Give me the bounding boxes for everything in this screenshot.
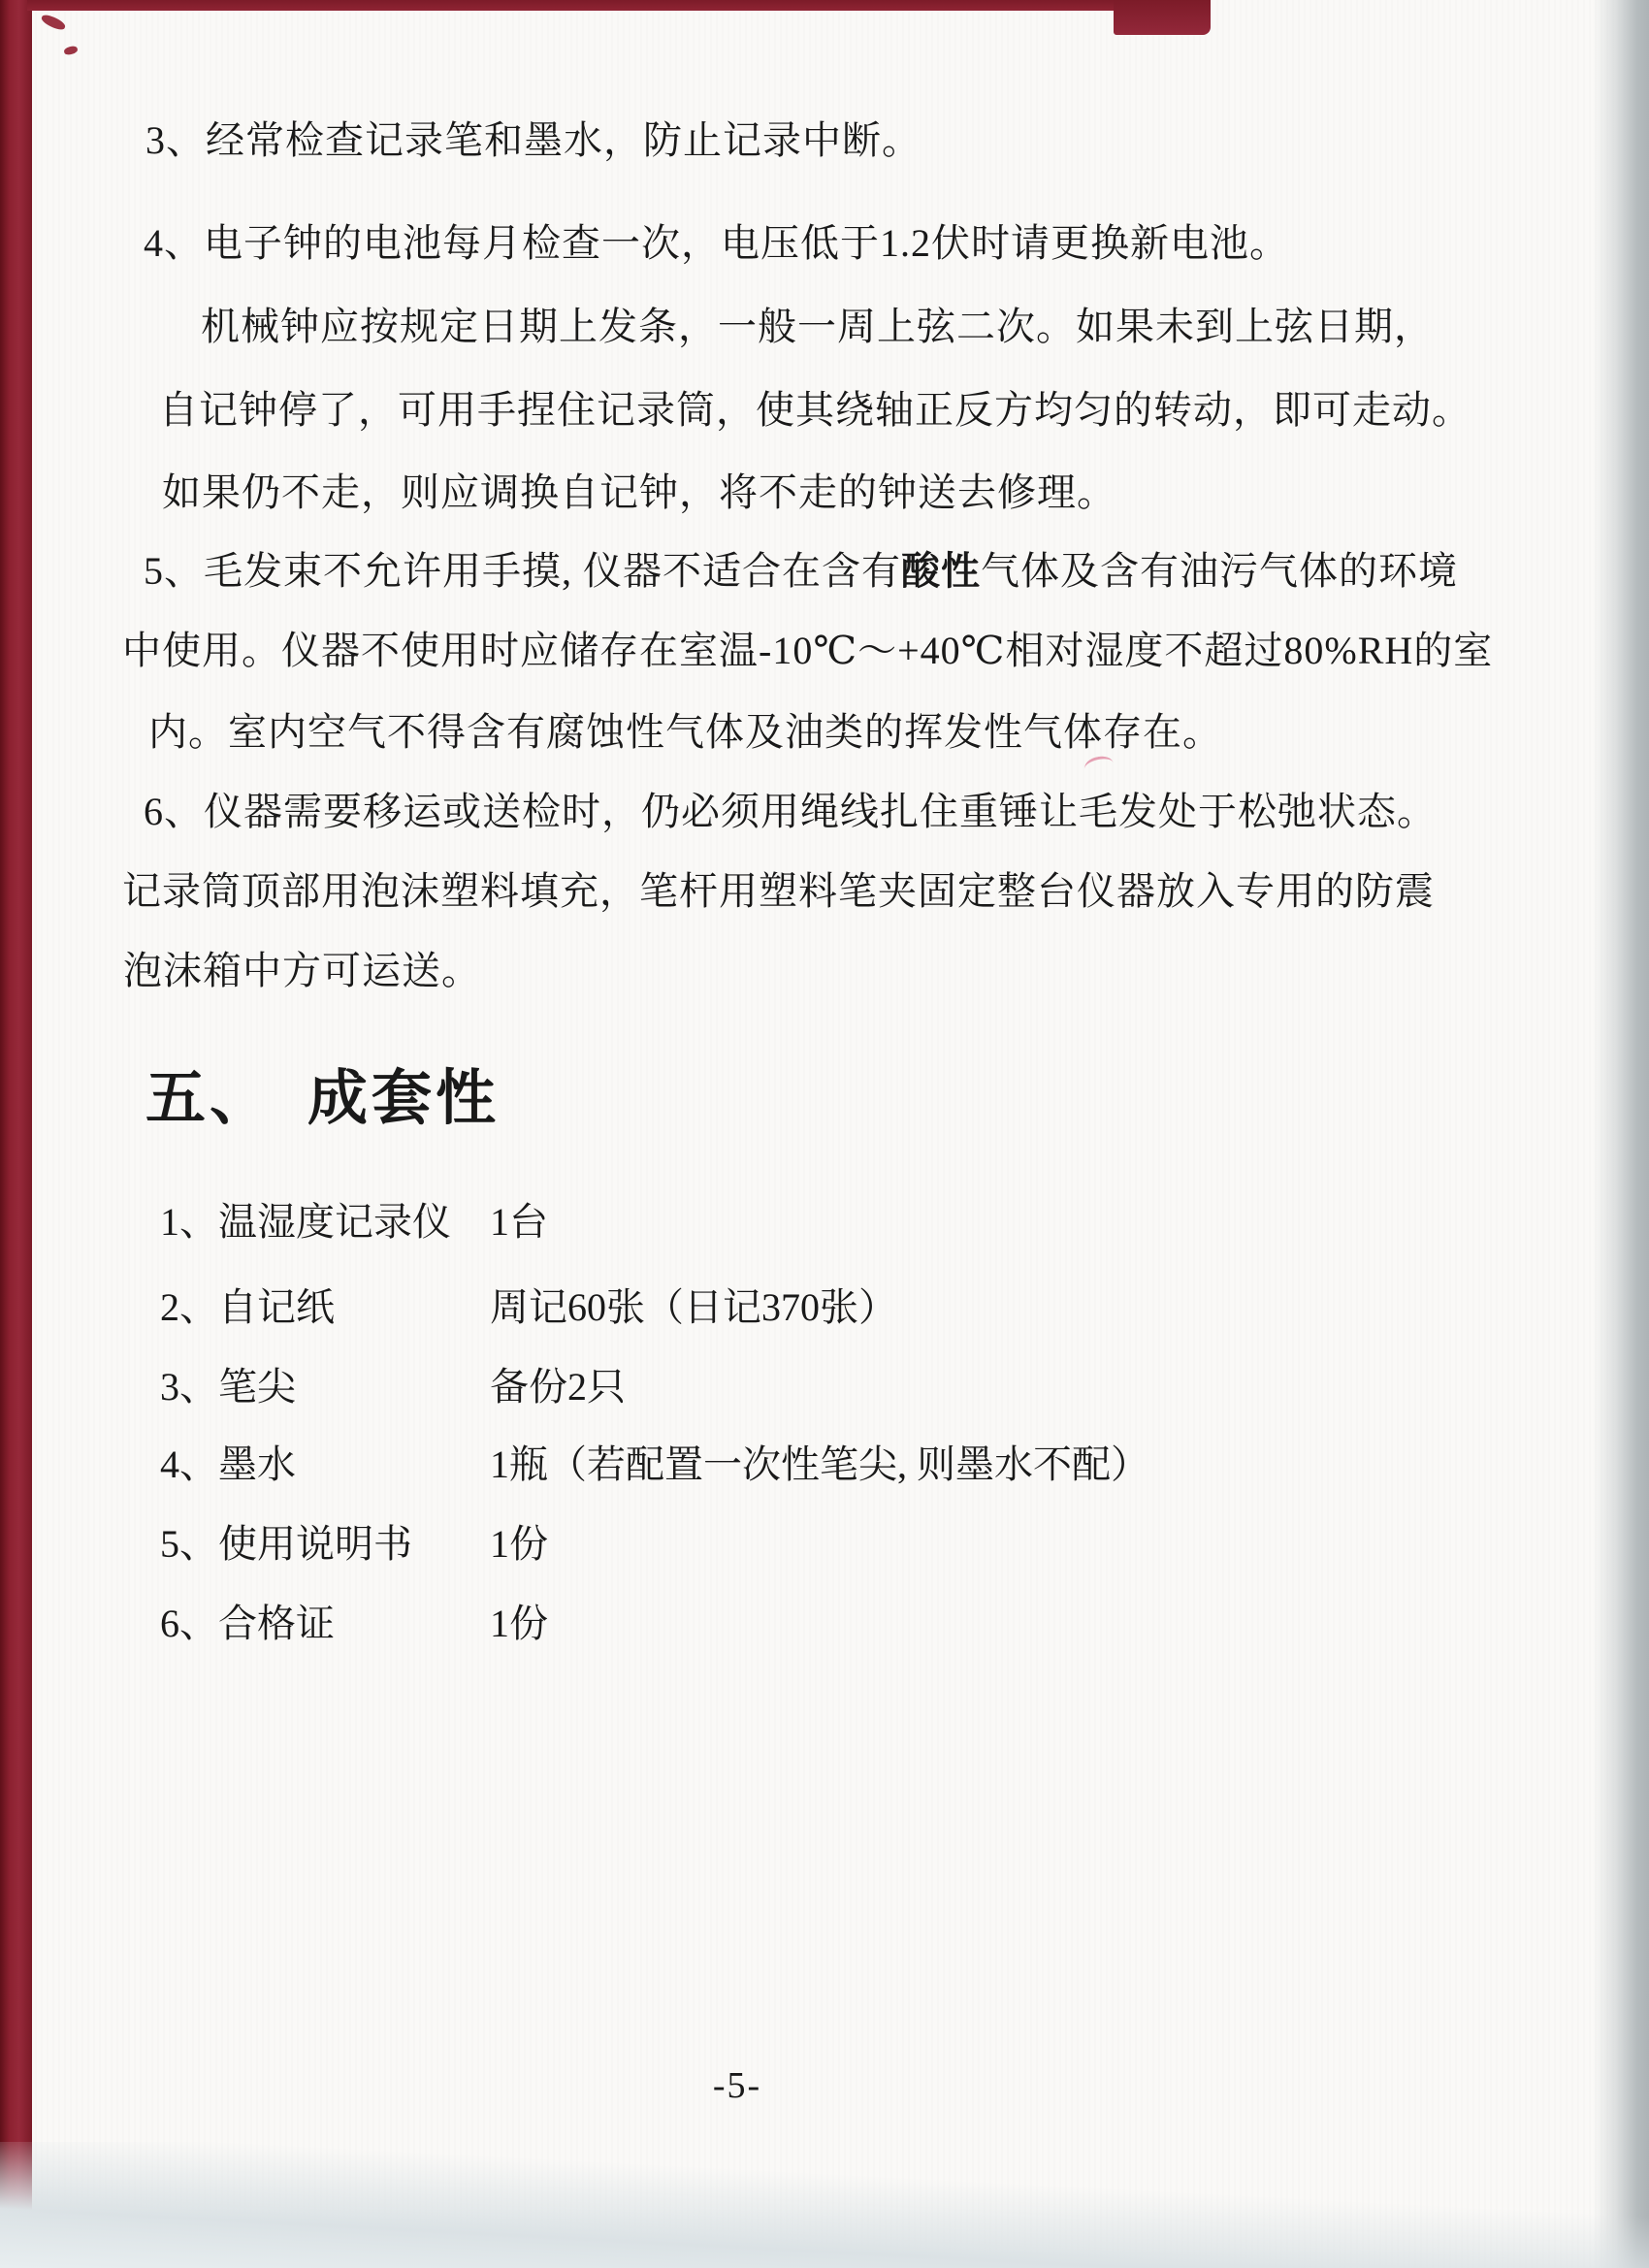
paragraph-point-4: 4、电子钟的电池每月检查一次，电压低于1.2伏时请更换新电池。: [144, 221, 1289, 265]
page-number: -5-: [712, 2065, 762, 2106]
paragraph-point-4-line-4: 如果仍不走，则应调换自记钟，将不走的钟送去修理。: [162, 470, 1116, 514]
kit-item-value: 备份2只: [490, 1365, 626, 1409]
paragraph-point-5-line-3: 内。室内空气不得含有腐蚀性气体及油类的挥发性气体存在。: [148, 710, 1222, 754]
kit-item-label: 4、墨水: [160, 1442, 296, 1486]
kit-item-value: 1瓶（若配置一次性笔尖, 则墨水不配）: [490, 1442, 1149, 1486]
kit-item-label: 2、自记纸: [160, 1285, 335, 1329]
scan-red-book-edge-top: [27, 0, 1116, 11]
paragraph-point-3: 3、经常检查记录笔和墨水，防止记录中断。: [146, 118, 922, 162]
paragraph-point-5: [144, 547, 1458, 596]
paragraph-point-6: 6、仪器需要移运或送检时，仍必须用绳线扎住重锤让毛发处于松弛状态。: [144, 790, 1437, 833]
scan-red-speck: [63, 45, 79, 55]
paragraph-point-4-line-3: 自记钟停了，可用手捏住记录筒，使其绕轴正反方均匀的转动，即可走动。: [159, 388, 1471, 432]
kit-list-row-6: [160, 1593, 1421, 1648]
scan-red-edge-top-mark: [1114, 0, 1211, 35]
paragraph-point-5-line-2: 中使用。仪器不使用时应储存在室温-10℃～+40℃相对湿度不超过80%RH的室: [122, 629, 1494, 672]
scan-red-book-edge-left: [0, 0, 32, 2268]
scan-shadow-bottom: [0, 2142, 1649, 2268]
kit-item-value: 周记60张（日记370张）: [490, 1285, 897, 1329]
text-segment: 5、毛发束不允许用手摸, 仪器不适合在含有: [144, 549, 901, 593]
scan-red-speck: [40, 13, 67, 32]
paragraph-point-4-line-2: 机械钟应按规定日期上发条，一般一周上弦二次。如果未到上弦日期，: [201, 305, 1434, 348]
kit-list-row-1: [160, 1191, 1421, 1247]
kit-item-label: 6、合格证: [160, 1602, 335, 1645]
kit-item-label: 1、温湿度记录仪: [160, 1200, 451, 1244]
text-segment-bold: 酸性: [901, 549, 981, 593]
scan-shadow-right: [1593, 0, 1649, 2268]
kit-list-row-3: [160, 1356, 1421, 1411]
paragraph-point-6-line-3: 泡沫箱中方可运送。: [123, 949, 481, 992]
text-segment: 气体及含有油污气体的环境: [981, 549, 1458, 593]
kit-item-value: 1份: [490, 1522, 548, 1566]
kit-list-row-2: [160, 1277, 1421, 1332]
section-heading: 五、 成套性: [146, 1066, 501, 1132]
paragraph-point-6-line-2: 记录筒顶部用泡沫塑料填充，笔杆用塑料笔夹固定整台仪器放入专用的防震: [122, 869, 1435, 913]
pink-ink-smudge: [1083, 754, 1115, 778]
kit-item-label: 3、笔尖: [160, 1365, 296, 1409]
kit-list-row-5: [160, 1513, 1421, 1569]
kit-item-value: 1台: [490, 1200, 548, 1244]
kit-item-label: 5、使用说明书: [160, 1522, 412, 1566]
kit-list-row-4: [160, 1434, 1421, 1489]
kit-item-value: 1份: [490, 1602, 548, 1645]
